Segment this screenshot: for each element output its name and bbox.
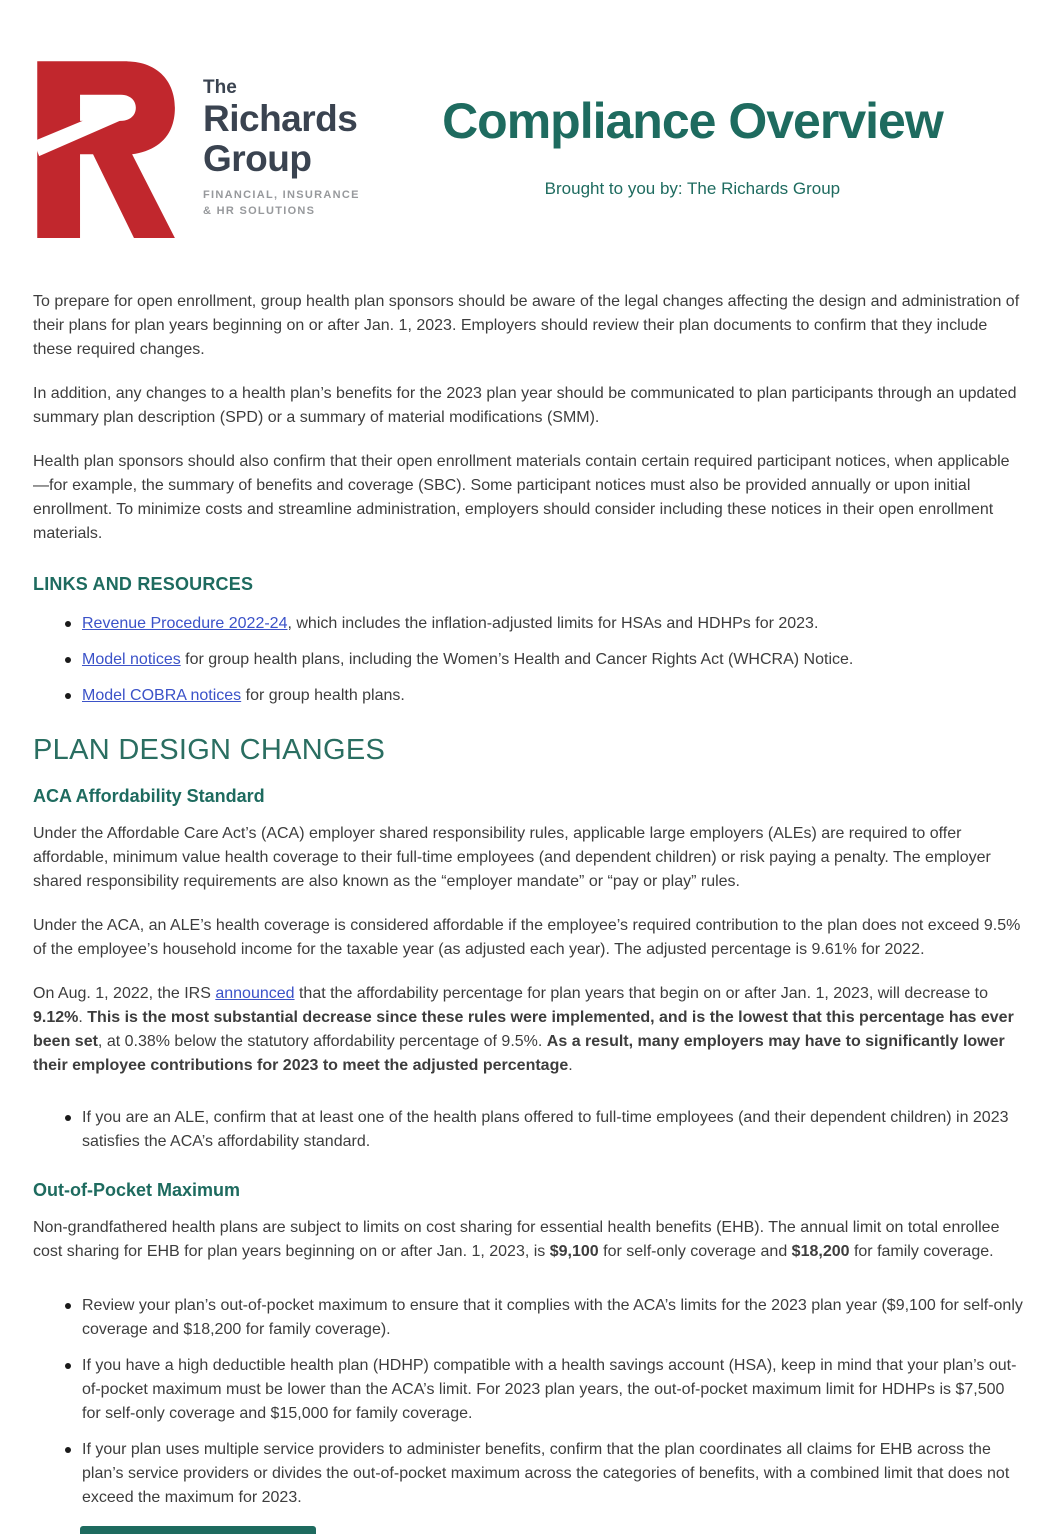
richards-group-r-logo-icon bbox=[33, 52, 181, 238]
logo-tagline-line2: & HR SOLUTIONS bbox=[203, 204, 316, 217]
resource-item-text: for group health plans. bbox=[241, 687, 405, 704]
footer-accent-bar bbox=[80, 1526, 316, 1534]
bold-text-segment: $18,200 bbox=[791, 1243, 850, 1260]
resource-item-text: for group health plans, including the Women’s Health and Cancer Rights Act (WHCRA) Notice. bbox=[180, 651, 854, 668]
text-segment: . bbox=[78, 1009, 88, 1026]
bold-text-segment: $9,100 bbox=[549, 1243, 599, 1260]
page-subtitle: Brought to you by: The Richards Group bbox=[544, 179, 841, 198]
resource-list bbox=[33, 612, 1025, 708]
resource-item bbox=[65, 684, 1025, 708]
plan-design-changes-heading: PLAN DESIGN CHANGES bbox=[33, 734, 386, 766]
oop-action-list bbox=[33, 1294, 1025, 1510]
text-segment: for family coverage. bbox=[849, 1243, 994, 1260]
logo-word-the: The bbox=[203, 77, 237, 98]
logo-text bbox=[203, 52, 360, 238]
oop-paragraph-1 bbox=[33, 1216, 1025, 1264]
oop-action-item: Review your plan’s out-of-pocket maximum to ensure that it complies with the ACA’s limits for the 2023 plan year ($9,100 for self-only coverage and $18,200 for family coverage). bbox=[65, 1294, 1025, 1342]
logo-tagline-line1: FINANCIAL, INSURANCE bbox=[203, 188, 360, 201]
resource-item bbox=[65, 612, 1025, 636]
text-segment: , at 0.38% below the statutory affordability percentage of 9.5%. bbox=[97, 1033, 547, 1050]
text-segment: . bbox=[568, 1057, 573, 1074]
company-logo bbox=[33, 52, 360, 238]
logo-word-group: Group bbox=[203, 137, 312, 179]
page-title: Compliance Overview bbox=[442, 93, 943, 149]
oop-action-item: If your plan uses multiple service providers to administer benefits, confirm that the plan coordinates all claims for EHB across the plan’s service providers or divides the out-of-pocket maximum across the categories of benefits, with a combined limit that does not exceed the maximum for 2023. bbox=[65, 1438, 1025, 1510]
aca-paragraph-3 bbox=[33, 982, 1025, 1078]
out-of-pocket-maximum-heading: Out-of-Pocket Maximum bbox=[33, 1180, 241, 1200]
resource-item bbox=[65, 648, 1025, 672]
aca-action-list bbox=[33, 1106, 1025, 1154]
intro-paragraph-3: Health plan sponsors should also confirm that their open enrollment materials contain certain required participant notices, when applicable—for example, the summary of benefits and coverage (SBC). Some participant notices must also be provided annually or upon initial enrollment. To minimize costs and streamline administration, employers should consider including these notices in their open enrollment materials. bbox=[33, 453, 1010, 542]
aca-paragraph-2: Under the ACA, an ALE’s health coverage is considered affordable if the employee’s required contribution to the plan does not exceed 9.5% of the employee’s household income for the taxable year (as adjusted each year). The adjusted percentage is 9.61% for 2022. bbox=[33, 917, 1021, 958]
title-block bbox=[360, 52, 1025, 199]
aca-affordability-heading: ACA Affordability Standard bbox=[33, 786, 265, 806]
document-body bbox=[0, 238, 1058, 1510]
header bbox=[0, 0, 1058, 238]
intro-paragraph-2: In addition, any changes to a health plan’s benefits for the 2023 plan year should be communicated to plan participants through an updated summary plan description (SPD) or a summary of material modifications (SMM). bbox=[33, 385, 1017, 426]
oop-action-item: If you have a high deductible health plan (HDHP) compatible with a health savings account (HSA), keep in mind that your plan’s out-of-pocket maximum must be lower than the ACA’s limit. For 2023 plan years, the out-of-pocket maximum limit for HDHPs is $7,500 for self-only coverage and $15,000 for family coverage. bbox=[65, 1354, 1025, 1426]
logo-tagline bbox=[203, 188, 360, 220]
text-segment: On Aug. 1, 2022, the IRS bbox=[33, 985, 216, 1002]
model-cobra-notices-link[interactable]: Model COBRA notices bbox=[82, 687, 242, 704]
bold-text-segment: 9.12% bbox=[33, 1009, 79, 1026]
intro-paragraph-1: To prepare for open enrollment, group health plan sponsors should be aware of the legal changes affecting the design and administration of their plans for plan years beginning on or after Jan. 1, 2023. Employers should review their plan documents to confirm that they include these required changes. bbox=[33, 293, 1020, 358]
aca-action-item: If you are an ALE, confirm that at least one of the health plans offered to full-time employees (and their dependent children) in 2023 satisfies the ACA’s affordability standard. bbox=[65, 1106, 1025, 1154]
bold-text-segment: This is the most substantial decrease since these rules were implemented, and is the lowest that this percentage has ever been set bbox=[33, 1009, 1014, 1050]
bold-text-segment: As a result, many employers may have to significantly lower their employee contributions for 2023 to meet the adjusted percentage bbox=[33, 1033, 1005, 1074]
text-segment: Non-grandfathered health plans are subject to limits on cost sharing for essential health benefits (EHB). The annual limit on total enrollee cost sharing for EHB for plan years beginning on or after Jan. 1, 2023, is bbox=[33, 1219, 1000, 1260]
text-segment: for self-only coverage and bbox=[598, 1243, 792, 1260]
text-segment: that the affordability percentage for plan years that begin on or after Jan. 1, 2023, will decrease to bbox=[294, 985, 988, 1002]
links-and-resources-heading: LINKS AND RESOURCES bbox=[33, 574, 254, 594]
revenue-procedure-link[interactable]: Revenue Procedure 2022-24 bbox=[82, 615, 288, 632]
model-notices-link[interactable]: Model notices bbox=[82, 651, 181, 668]
logo-word-richards: Richards bbox=[203, 97, 358, 139]
irs-announced-link[interactable]: announced bbox=[215, 985, 295, 1002]
resource-item-text: , which includes the inflation-adjusted limits for HSAs and HDHPs for 2023. bbox=[287, 615, 819, 632]
aca-paragraph-1: Under the Affordable Care Act’s (ACA) employer shared responsibility rules, applicable large employers (ALEs) are required to offer affordable, minimum value health coverage to their full-time employees (and dependent children) or risk paying a penalty. The employer shared responsibility requirements are also known as the “employer mandate” or “pay or play” rules. bbox=[33, 825, 991, 890]
